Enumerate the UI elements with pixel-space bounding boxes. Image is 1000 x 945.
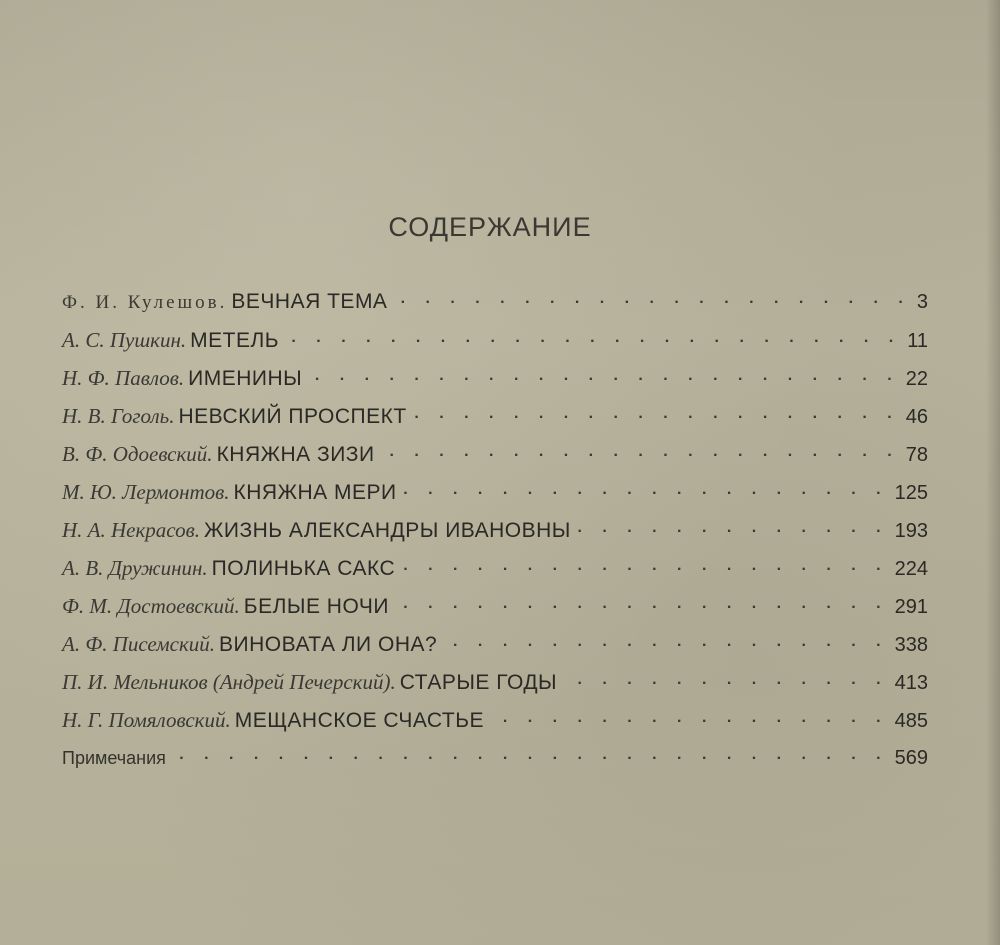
dot-leader [308,367,900,385]
toc-page-number: 3 [916,291,928,313]
toc-author: Ф. М. Достоевский. [62,594,240,618]
toc-entry[interactable] [62,518,928,556]
toc-page-number: 193 [894,520,928,542]
toc-author: А. Ф. Писемский. [62,632,216,656]
toc-entry[interactable] [62,404,928,442]
toc-author: Н. Г. Помяловский. [62,708,231,732]
toc-page-number: 569 [894,747,928,769]
toc-page-number: 78 [905,444,928,466]
dot-leader [401,557,888,575]
toc-entry-notes[interactable] [62,746,928,784]
toc-entry[interactable] [62,366,928,404]
toc-work-title: НЕВСКИЙ ПРОСПЕКТ [178,405,407,428]
toc-entry[interactable] [62,556,928,594]
toc-author: Н. В. Гоголь. [62,404,175,428]
dot-leader [393,290,910,308]
dot-leader [490,709,889,727]
dot-leader [285,329,901,347]
toc-entry[interactable] [62,328,928,366]
toc-work-title: ИМЕНИНЫ [188,367,303,390]
dot-leader [563,671,888,689]
dot-leader [381,443,900,461]
toc-work-title: КНЯЖНА ЗИЗИ [216,443,375,466]
dot-leader [577,519,889,537]
toc-work-title: ВЕЧНАЯ ТЕМА [231,290,388,313]
dot-leader [395,595,889,613]
toc-work-title: ЖИЗНЬ АЛЕКСАНДРЫ ИВАНОВНЫ [203,519,571,542]
toc-work-title: БЕЛЫЕ НОЧИ [243,595,389,618]
toc-entry[interactable] [62,290,928,328]
toc-entry[interactable] [62,708,928,746]
toc-page-number: 224 [894,558,928,580]
toc-work-title: ВИНОВАТА ЛИ ОНА? [219,633,438,656]
toc-notes-label: Примечания [62,748,166,768]
table-of-contents [62,290,928,784]
toc-author: М. Ю. Лермонтов. [62,480,230,504]
toc-page-number: 485 [894,710,928,732]
toc-entry[interactable] [62,632,928,670]
toc-page-number: 22 [905,368,928,390]
toc-page-number: 125 [894,482,928,504]
toc-author: В. Ф. Одоевский. [62,442,213,466]
toc-page-number: 46 [905,406,928,428]
toc-entry[interactable] [62,670,928,708]
toc-author: А. С. Пушкин. [62,328,187,352]
dot-leader [172,746,889,764]
dot-leader [413,405,900,423]
toc-page-number: 338 [894,634,928,656]
toc-page-number: 291 [894,596,928,618]
toc-entry[interactable] [62,480,928,518]
toc-entry[interactable] [62,442,928,480]
toc-entry[interactable] [62,594,928,632]
toc-author: П. И. Мельников (Андрей Печерский). [62,670,396,694]
page-title: СОДЕРЖАНИЕ [388,212,592,242]
toc-page-number: 413 [894,672,928,694]
toc-author: Н. Ф. Павлов. [62,366,185,390]
toc-work-title: ПОЛИНЬКА САКС [211,557,396,580]
toc-work-title: СТАРЫЕ ГОДЫ [399,671,558,694]
page-edge-shadow [986,0,1000,945]
dot-leader [403,481,889,499]
toc-work-title: КНЯЖНА МЕРИ [233,481,397,504]
dot-leader [443,633,888,651]
toc-author: Н. А. Некрасов. [62,518,200,542]
toc-work-title: МЕЩАНСКОЕ СЧАСТЬЕ [234,709,485,732]
toc-work-title: МЕТЕЛЬ [190,329,280,352]
toc-author: Ф. И. Кулешов. [62,292,228,313]
toc-author: А. В. Дружинин. [62,556,208,580]
toc-page-number: 11 [907,330,928,352]
